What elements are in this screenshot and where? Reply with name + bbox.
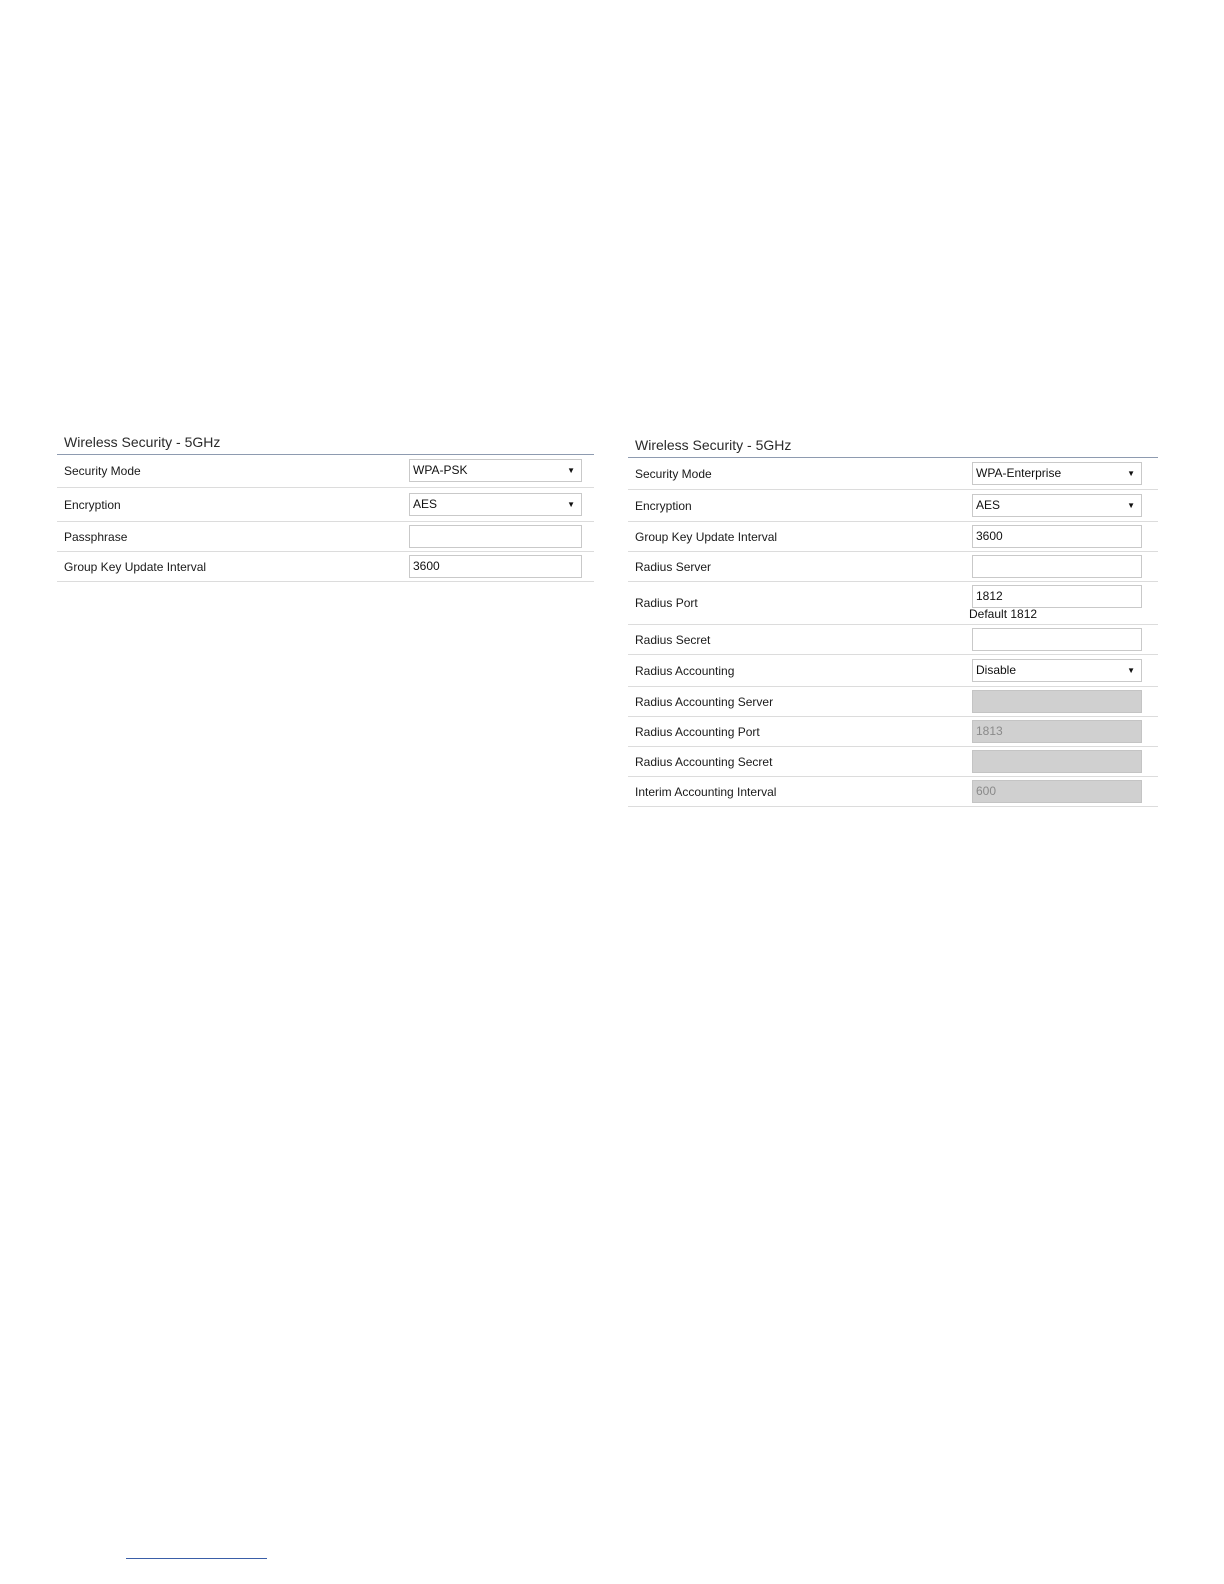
encryption-value: AES <box>976 498 1001 512</box>
radius-accounting-server-row <box>628 687 1158 717</box>
radius-port-input[interactable]: 1812 <box>972 585 1142 608</box>
encryption-select[interactable] <box>972 494 1142 517</box>
dropdown-arrow-icon: ▼ <box>1127 666 1135 675</box>
radius-accounting-secret-row <box>628 747 1158 777</box>
group-key-interval-row <box>57 552 594 582</box>
radius-accounting-row <box>628 655 1158 687</box>
group-key-interval-label: Group Key Update Interval <box>635 530 778 544</box>
security-mode-value: WPA-PSK <box>413 463 468 477</box>
encryption-row <box>628 490 1158 522</box>
interim-accounting-interval-row <box>628 777 1158 807</box>
passphrase-label: Passphrase <box>64 530 128 544</box>
radius-server-row <box>628 552 1158 582</box>
radius-accounting-select[interactable] <box>972 659 1142 682</box>
radius-port-row <box>628 582 1158 625</box>
interim-accounting-interval-label: Interim Accounting Interval <box>635 785 777 799</box>
wireless-security-panel-psk <box>57 433 594 582</box>
radius-accounting-secret-input[interactable] <box>972 750 1142 773</box>
security-mode-value: WPA-Enterprise <box>976 466 1062 480</box>
radius-port-label: Radius Port <box>635 596 698 610</box>
encryption-label: Encryption <box>635 499 692 513</box>
passphrase-row <box>57 522 594 552</box>
security-mode-row <box>628 458 1158 490</box>
interim-accounting-interval-input[interactable]: 600 <box>972 780 1142 803</box>
radius-server-label: Radius Server <box>635 560 712 574</box>
dropdown-arrow-icon: ▼ <box>567 500 575 509</box>
security-mode-label: Security Mode <box>64 464 141 478</box>
group-key-interval-label: Group Key Update Interval <box>64 560 207 574</box>
group-key-interval-row <box>628 522 1158 552</box>
radius-server-input[interactable] <box>972 555 1142 578</box>
radius-accounting-server-input[interactable] <box>972 690 1142 713</box>
radius-secret-row <box>628 625 1158 655</box>
encryption-label: Encryption <box>64 498 121 512</box>
radius-accounting-value: Disable <box>976 663 1017 677</box>
radius-accounting-port-input[interactable]: 1813 <box>972 720 1142 743</box>
radius-accounting-port-row <box>628 717 1158 747</box>
group-key-interval-input[interactable]: 3600 <box>972 525 1142 548</box>
security-mode-select[interactable] <box>972 462 1142 485</box>
dropdown-arrow-icon: ▼ <box>567 466 575 475</box>
security-mode-row <box>57 455 594 488</box>
group-key-interval-input[interactable]: 3600 <box>409 555 582 578</box>
encryption-value: AES <box>413 497 438 511</box>
security-mode-label: Security Mode <box>635 467 712 481</box>
radius-secret-label: Radius Secret <box>635 633 711 647</box>
radius-accounting-server-label: Radius Accounting Server <box>635 695 774 709</box>
encryption-row <box>57 488 594 522</box>
encryption-select[interactable] <box>409 493 582 516</box>
radius-secret-input[interactable] <box>972 628 1142 651</box>
radius-accounting-secret-label: Radius Accounting Secret <box>635 755 773 769</box>
dropdown-arrow-icon: ▼ <box>1127 501 1135 510</box>
passphrase-input[interactable] <box>409 525 582 548</box>
panel-title: Wireless Security - 5GHz <box>628 436 1158 458</box>
dropdown-arrow-icon: ▼ <box>1127 469 1135 478</box>
wireless-security-panel-enterprise <box>628 436 1158 807</box>
panel-title: Wireless Security - 5GHz <box>57 433 594 455</box>
security-mode-select[interactable] <box>409 459 582 482</box>
footnote-separator <box>126 1558 267 1559</box>
radius-port-default-hint: Default 1812 <box>969 607 1038 621</box>
radius-accounting-label: Radius Accounting <box>635 664 735 678</box>
radius-accounting-port-label: Radius Accounting Port <box>635 725 760 739</box>
